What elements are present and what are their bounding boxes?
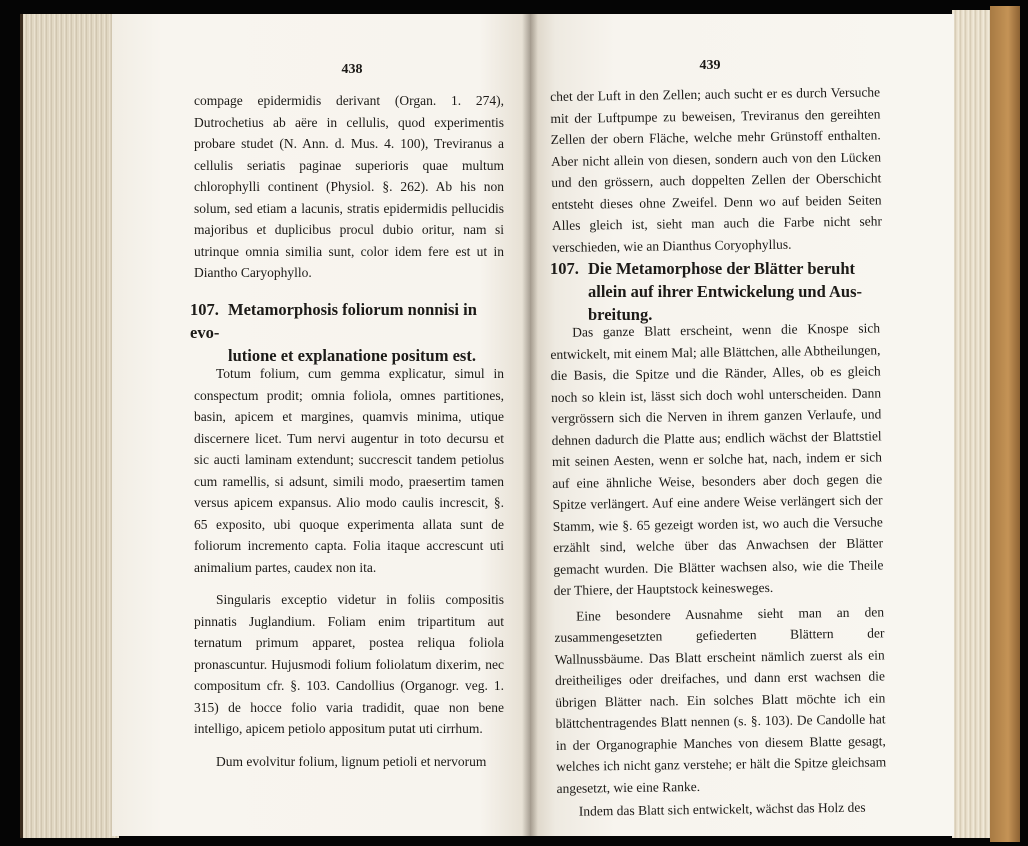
book-gutter bbox=[522, 14, 538, 836]
left-top-paragraph-block bbox=[194, 90, 504, 284]
left-page-edges bbox=[20, 14, 119, 838]
left-page bbox=[112, 14, 530, 836]
section-number-right: 107. bbox=[550, 259, 579, 278]
section-heading-right bbox=[550, 257, 880, 326]
section-number-left: 107. bbox=[190, 300, 219, 319]
left-body-paragraph-3: Dum evolvitur folium, lignum petioli et nervorum bbox=[216, 753, 487, 769]
right-body-paragraph-1: Das ganze Blatt erscheint, wenn die Knospe sich entwickelt, mit einem Mal; alle Blättchen, alle Abtheilungen, die Basis, die Spitze und die Ränder, Alles, ob es gleich noch so klein ist, lässt sich doch wohl unterscheiden. Dann vergrössern sich die Nerven in ihrem ganzen Verlaufe, und dehnen dadurch die Platte aus; endlich wächst der Blattstiel mit seinen Aesten, wenn er solche hat, nach, indem er sich auf eine ähnliche Weise, besonders aber doch gegen die Spitze verlängert. Auf eine andere Weise verlängert sich der Stamm, wie §. 65 gezeigt worden ist, wo auch die Versuche erzählt sind, welche über das Anwachsen der Blätter gemacht wurden. Die Blätter wachsen also, wie die Theile der Thiere, der Hauptstock keinesweges. bbox=[550, 320, 884, 598]
section-title-right-line3: breitung. bbox=[588, 305, 653, 324]
book-cover-edge bbox=[990, 6, 1020, 842]
right-body-block bbox=[550, 317, 887, 822]
left-top-paragraph: compage epidermidis derivant (Organ. 1. 274), Dutrochetius ab aëre in cellulis, quod experimentis probare studet (N. Ann. d. Mus. 4. 100), Treviranus a cellulis seriatis paginae superioris quae multum chlorophylli continent (Physiol. §. 262). Ab his non solum, sed etiam a lacunis, stratis epidermidis pellucidis majoribus et duplicibus procul dubio oritur, nam si utrinque omnia similia sunt, color idem fere est ut in Diantho Caryophyllo. bbox=[194, 93, 504, 280]
right-page-edges bbox=[952, 10, 992, 838]
page-number-left: 438 bbox=[341, 62, 363, 77]
page-number-right: 439 bbox=[699, 58, 721, 73]
left-body-block bbox=[194, 363, 504, 772]
right-page bbox=[530, 14, 954, 836]
right-body-paragraph-2: Eine besondere Ausnahme sieht man an den zusammengesetzten gefiederten Blättern der Wallnussbäume. Das Blatt erscheint nämlich zuerst als ein dreitheiliges oder dreifaches, und dann erst wachsen die übrigen Blätter nach. Ein solches Blatt möchte ich ein blättchentragendes Blatt nennen (s. §. 103). De Candolle hat in der Organographie Manches von diesem Blatte gesagt, welches ich nicht ganz verstehe; er hält die Spitze gleichsam angesetzt, wie eine Ranke. bbox=[554, 603, 887, 796]
left-body-paragraph-2: Singularis exceptio videtur in foliis compositis pinnatis Juglandium. Foliam enim tripartitum aut ternatum primum apparet, postea reliqua foliola pronascuntur. Hujusmodi folium foliolatum dixerim, nec compositum cfr. §. 103. Candollius (Organogr. veg. 1. 315) de hocce folio varia tradidit, quae non bene intelligo, apicem petiolo appositum putat uti cirrhum. bbox=[194, 592, 504, 736]
section-heading-left bbox=[190, 298, 508, 367]
right-top-paragraph: chet der Luft in den Zellen; auch sucht er es durch Versuche mit der Luftpumpe zu beweisen, Treviranus den gereihten Zellen der obern Fläche, welche mehr Grünstoff enthalten. Aber nicht allein von diesen, sondern auch von den Lücken und den grössern, auch doppelten Zellen der Oberschicht entsteht dieses ohne Zweifel. Denn wo auf beiden Seiten Alles gleich ist, sieht man auch die Farbe nicht sehr verschieden, wie an Dianthus Coryophyllus. bbox=[550, 84, 883, 255]
section-title-right-line2: allein auf ihrer Entwickelung und Aus- bbox=[588, 282, 862, 301]
section-title-left-line1: Metamorphosis foliorum nonnisi in evo- bbox=[190, 300, 477, 342]
right-top-paragraph-block bbox=[550, 81, 882, 258]
left-body-paragraph-1: Totum folium, cum gemma explicatur, simul in conspectum prodit; omnia foliola, omnes partitiones, basin, apicem et margines, quamvis minima, utique discernere licet. Tum nervi augentur in toto decursu et sic aucti laminam extendunt; succrescit tandem petiolus cum ramellis, si adsunt, simili modo, praesertim tamen versus apicem expansus. Alio modo caulis increscit, §. 65 exposito, ubi quoque experimenta allata sunt de foliorum incremento capta. Folia itaque accrescunt uti animalium partes, caudex non ita. bbox=[194, 366, 504, 575]
section-title-left-line2: lutione et explanatione positum est. bbox=[228, 346, 476, 365]
section-title-right-line1: Die Metamorphose der Blätter beruht bbox=[588, 259, 856, 278]
right-body-paragraph-3: Indem das Blatt sich entwickelt, wächst das Holz des bbox=[578, 799, 866, 819]
